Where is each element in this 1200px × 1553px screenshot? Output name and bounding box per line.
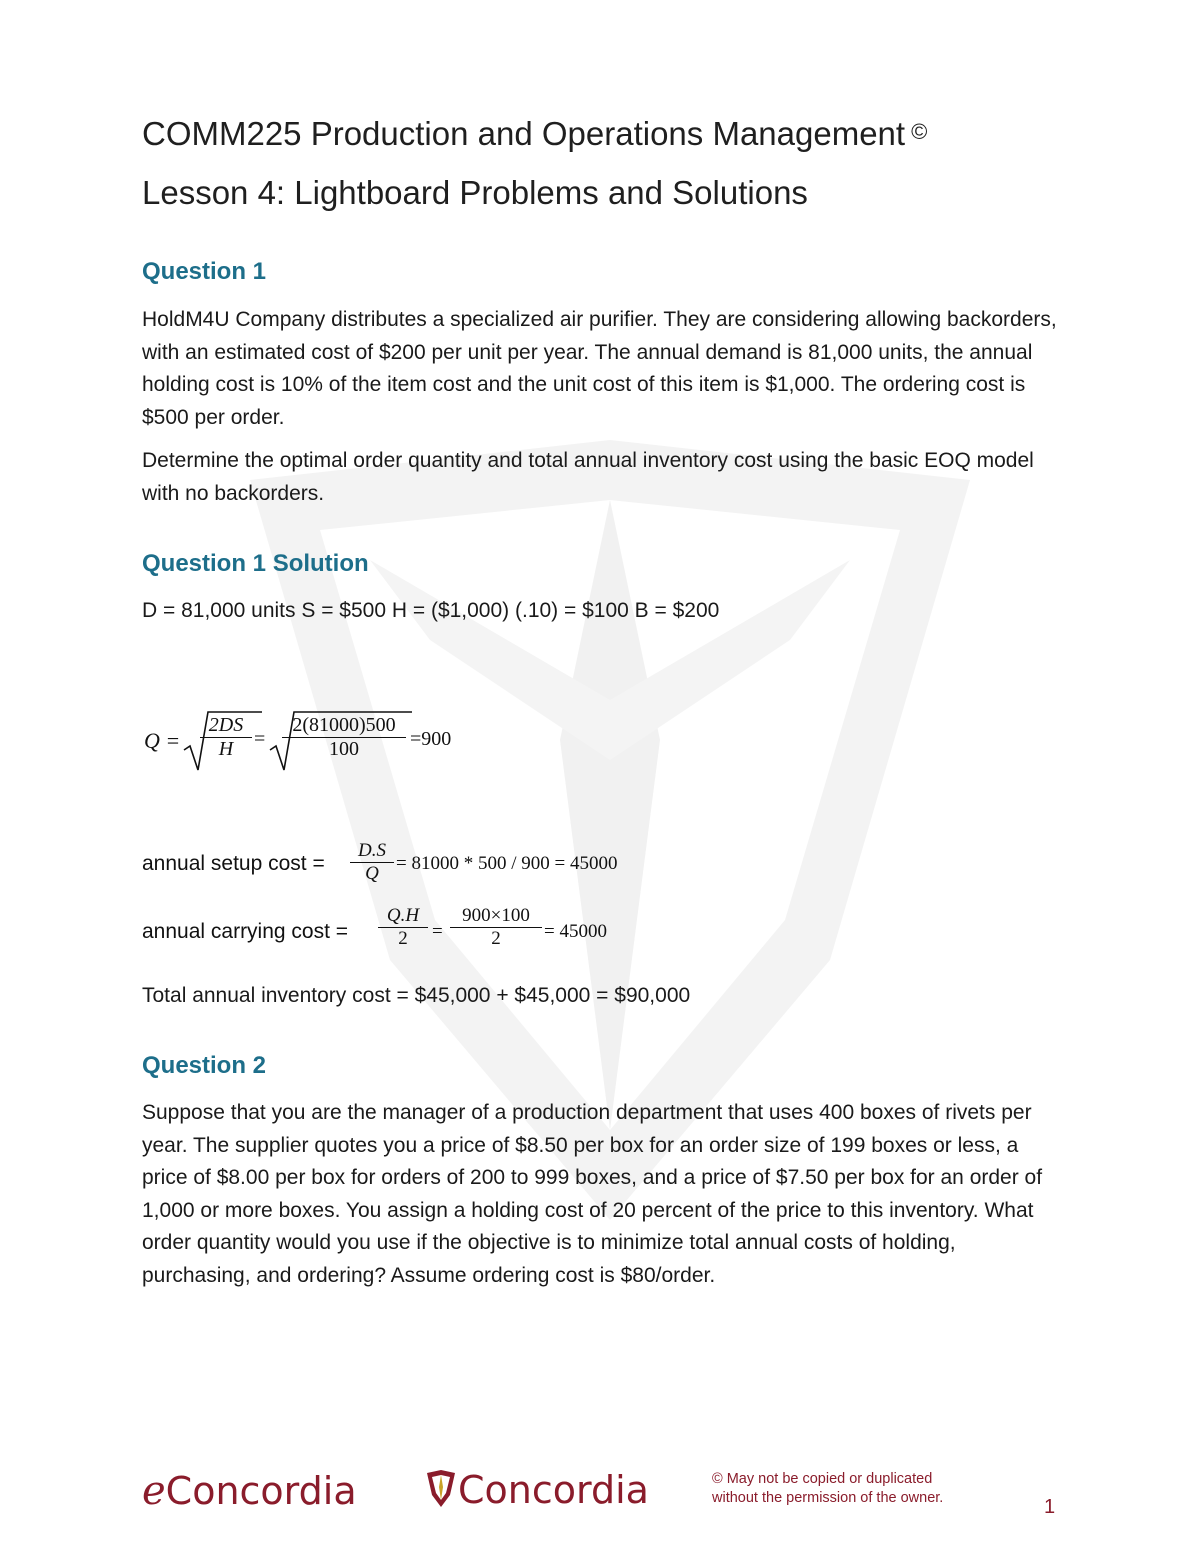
carrying-cost-label: annual carrying cost =	[142, 920, 349, 943]
carrying-cost-equals: =	[432, 921, 443, 942]
carrying-cost-result: = 45000	[544, 921, 607, 942]
question1-task: Determine the optimal order quantity and total annual inventory cost using the basic EOQ model with no backorders.	[142, 449, 1034, 505]
eoq-fraction-numeric: $\frac{2(81000)500}{100}$	[282, 714, 406, 761]
copyright-icon: ©	[911, 119, 928, 144]
solution1-heading: Question 1 Solution	[142, 550, 369, 577]
question1-text: HoldM4U Company distributes a specialized air purifier. They are considering allowing backorders, with an estimated cost of $200 per unit per year. The annual demand is 81,000 units, the annual holding cost is 10% of the item cost and the unit cost of this item is $1,000. The ordering cost is $500 per order.	[142, 308, 1057, 429]
carrying-cost-fraction-symbolic: $\frac{Q.H}{2}$	[378, 905, 428, 950]
carrying-cost-fraction-numeric: $\frac{900\times 100}{2}$	[450, 905, 542, 950]
eoq-result: =900	[410, 728, 452, 750]
question1-heading: Question 1	[142, 258, 267, 285]
eoq-formula	[142, 700, 542, 780]
concordia-logo: Concordia	[426, 1468, 649, 1512]
eoq-lhs: Q =	[144, 728, 181, 753]
carrying-cost-formula	[142, 903, 742, 965]
setup-cost-result: = 81000 * 500 / 900 = 45000	[396, 853, 618, 874]
concordia-shield-icon	[426, 1469, 456, 1509]
page-number: 1	[1044, 1496, 1056, 1518]
copyright-notice: © May not be copied or duplicated without the permission of the owner.	[712, 1471, 944, 1506]
question2-heading: Question 2	[142, 1052, 267, 1079]
econcordia-logo: eConcordia	[142, 1468, 357, 1514]
lesson-title: Lesson 4: Lightboard Problems and Solutions	[142, 174, 808, 211]
question2-text: Suppose that you are the manager of a production department that uses 400 boxes of rivets per year. The supplier quotes you a price of $8.50 per box for an order size of 199 boxes or less, a price of $8.00 per box for orders of 200 to 999 boxes, and a price of $7.50 per box for an order of 1,000 or more boxes. You assign a holding cost of 20 percent of the price to this inventory. What order quantity would you use if the objective is to minimize total annual costs of holding, purchasing, and ordering? Assume ordering cost is $80/order.	[142, 1101, 1043, 1287]
setup-cost-fraction: $\frac{D.S}{Q}$	[350, 840, 394, 885]
eoq-fraction-symbolic: $\frac{2DS}{H}$	[200, 714, 252, 761]
solution1-givens: D = 81,000 units S = $500 H = ($1,000) (.10) = $100 B = $200	[142, 599, 720, 622]
page-footer	[0, 1462, 1200, 1542]
total-cost-line: Total annual inventory cost = $45,000 + $45,000 = $90,000	[142, 984, 691, 1007]
course-title: COMM225 Production and Operations Management ©	[142, 115, 928, 152]
setup-cost-formula	[142, 838, 742, 898]
eoq-equals: =	[254, 728, 266, 750]
setup-cost-label: annual setup cost =	[142, 852, 325, 875]
